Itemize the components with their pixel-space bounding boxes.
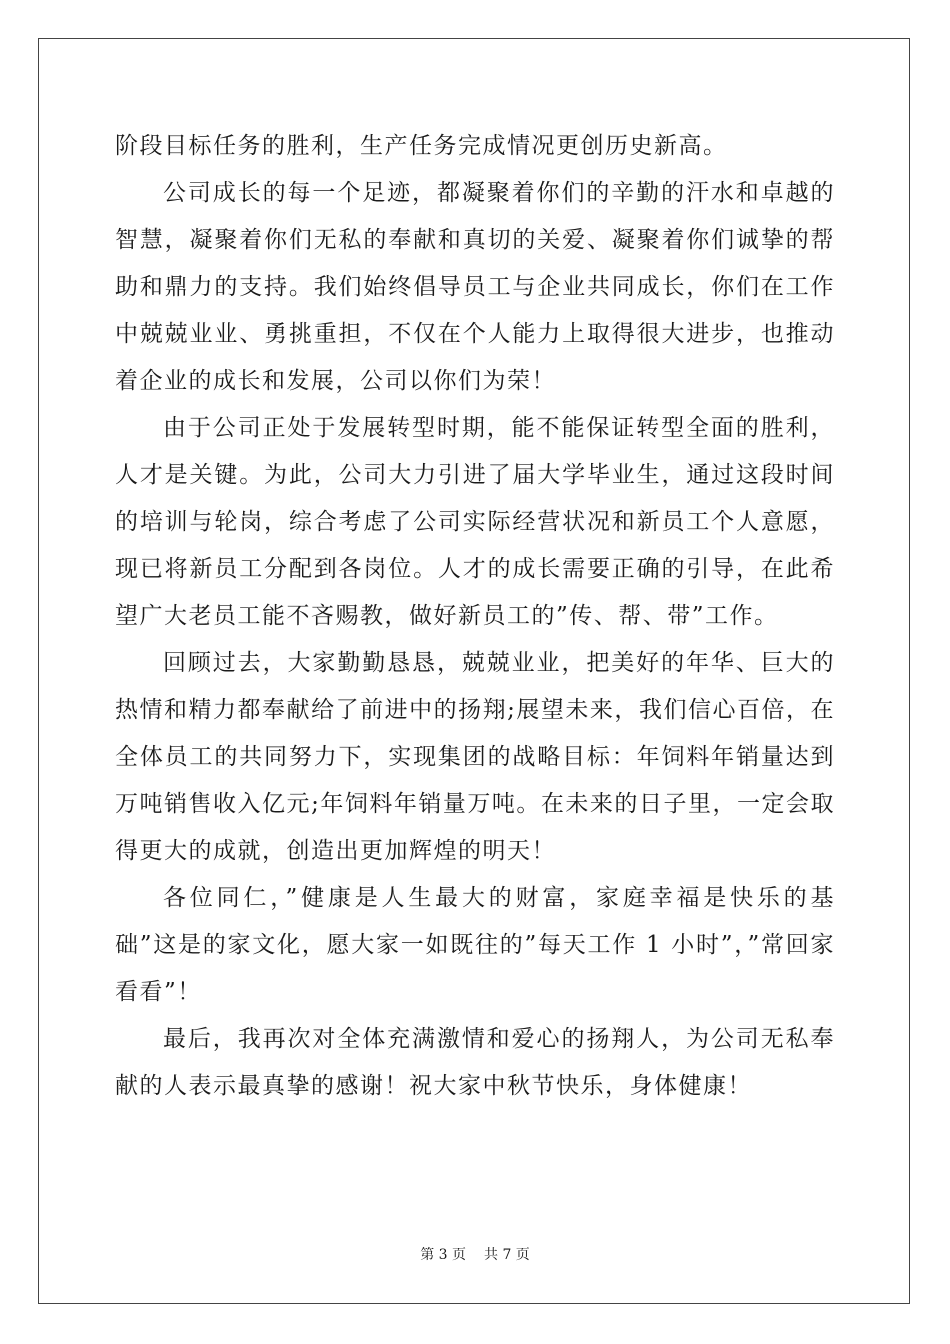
paragraph-4: 回顾过去，大家勤勤恳恳，兢兢业业，把美好的年华、巨大的热情和精力都奉献给了前进中的扬翔;展望未来，我们信心百倍，在全体员工的共同努力下，实现集团的战略目标：年饲料年销量达到万吨销售收入亿元;年饲料年销量万吨。在未来的日子里，一定会取得更大的成就，创造出更加辉煌的明天！ [115,650,835,864]
paragraph-5: 各位同仁，”健康是人生最大的财富，家庭幸福是快乐的基础”这是的家文化，愿大家一如既往的”每天工作 1 小时”，”常回家看看”！ [115,885,835,1005]
document-body [115,123,835,1110]
page-number: 第 3 页 [420,1247,466,1263]
paragraph-6: 最后，我再次对全体充满激情和爱心的扬翔人，为公司无私奉献的人表示最真挚的感谢！祝大家中秋节快乐，身体健康！ [115,1026,835,1099]
paragraph-2: 公司成长的每一个足迹，都凝聚着你们的辛勤的汗水和卓越的智慧，凝聚着你们无私的奉献和真切的关爱、凝聚着你们诚挚的帮助和鼎力的支持。我们始终倡导员工与企业共同成长，你们在工作中兢兢业业、勇挑重担，不仅在个人能力上取得很大进步，也推动着企业的成长和发展，公司以你们为荣！ [115,180,835,394]
paragraph-3: 由于公司正处于发展转型时期，能不能保证转型全面的胜利，人才是关键。为此，公司大力引进了届大学毕业生，通过这段时间的培训与轮岗，综合考虑了公司实际经营状况和新员工个人意愿，现已将新员工分配到各岗位。人才的成长需要正确的引导，在此希望广大老员工能不吝赐教，做好新员工的”传、帮、带”工作。 [115,415,835,629]
page-footer [0,1246,950,1264]
paragraph-1: 阶段目标任务的胜利，生产任务完成情况更创历史新高。 [115,133,728,159]
page-total: 共 7 页 [484,1247,530,1263]
